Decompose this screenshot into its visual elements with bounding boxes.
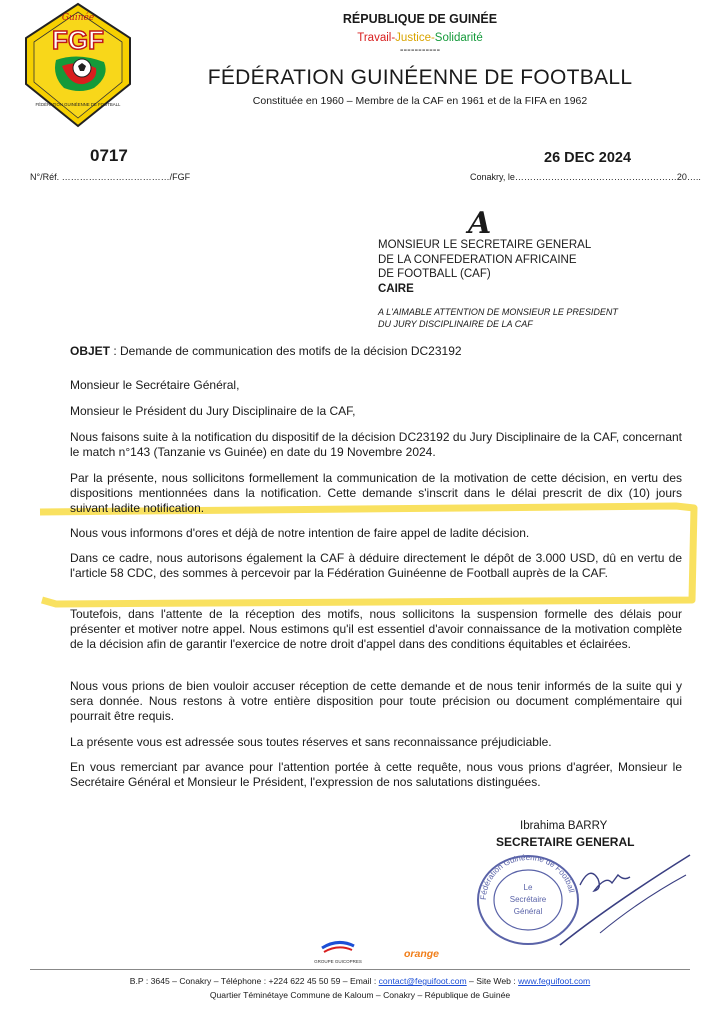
attention-line-1: A L'AIMABLE ATTENTION DE MONSIEUR LE PRESIDENT [378, 307, 618, 317]
federation-subtitle: Constituée en 1960 – Membre de la CAF en 1961 et de la FIFA en 1962 [252, 95, 588, 107]
subject-line [70, 344, 462, 358]
signer-name: Ibrahima BARRY [520, 820, 608, 832]
paragraph-2: Par la présente, nous sollicitons formellement la communication de la motivation de cette décision, en vertu des dispositions mentionnées dans la notification. Cette demande s'inscrit dans le délai prescrit de dix (10) jours suivant ladite notification. [70, 471, 682, 515]
stamp-center-3: Général [513, 907, 543, 916]
recipient-address [378, 238, 591, 296]
motto-part-1: Travail- [357, 32, 396, 44]
federation-name: FÉDÉRATION GUINÉENNE DE FOOTBALL [207, 66, 633, 89]
greeting-1: Monsieur le Secrétaire Général, [70, 378, 240, 392]
paragraph-7: La présente vous est adressée sous toutes réserves et sans reconnaissance préjudiciable. [70, 735, 552, 749]
sponsor-guicopres [312, 938, 364, 964]
guicopres-logo-icon [318, 938, 358, 954]
place-date-line: Conakry, le………………………………………………20….. [470, 172, 701, 182]
footer-divider [30, 969, 690, 970]
footer-line-1a: B.P : 3645 – Conakry – Téléphone : +224 622 45 50 59 – Email : [129, 976, 379, 986]
motto-part-2: Justice- [395, 32, 435, 44]
republic-title: RÉPUBLIQUE DE GUINÉE [342, 12, 498, 26]
recipient-city: CAIRE [378, 282, 414, 295]
subject-label: OBJET [70, 344, 111, 358]
subject-text: : Demande de communication des motifs de la décision DC23192 [110, 344, 462, 358]
stamp-center-2: Secrétaire [509, 895, 547, 904]
recipient-line-3: DE FOOTBALL (CAF) [378, 268, 491, 280]
sponsor-orange: orange [404, 948, 440, 960]
footer-address-line: Quartier Téminétaye Commune de Kaloum – Conakry – République de Guinée [209, 990, 511, 1000]
reference-line: N°/Réf. ………………………………/FGF [30, 172, 191, 182]
footer-website-link[interactable]: www.feguifoot.com [518, 976, 591, 986]
fgf-logo [22, 2, 134, 130]
motto [250, 32, 590, 44]
logo-main-text: FGF [52, 25, 104, 55]
paragraph-6: Nous vous prions de bien vouloir accuser réception de cette demande et de nous tenir informés de la suite qui y sera donnée. Nous restons à votre entière disposition pour toute précision ou document complémentaire qui pourrait être requis. [70, 679, 682, 723]
recipient-a-letter: A [468, 206, 492, 241]
handwritten-signature [540, 845, 700, 955]
attention-line [378, 306, 618, 330]
sponsor-1-text: GROUPE GUICOPRES [314, 959, 362, 964]
motto-part-3: Solidarité [434, 32, 483, 44]
greeting-2: Monsieur le Président du Jury Disciplinaire de la CAF, [70, 404, 356, 418]
paragraph-8: En vous remerciant par avance pour l'attention portée à cette requête, nous vous prions d'agréer, Monsieur le Secrétaire Général et Monsieur le Président, l'expression de nos salutations distinguées. [70, 760, 682, 789]
logo-top-text: Guinée [61, 13, 95, 23]
paragraph-4: Dans ce cadre, nous autorisons également la CAF à déduire directement le dépôt de 3.000 USD, dû en vertu de l'article 58 CDC, des sommes à percevoir par la Fédération Guinéenne de Football auprès de la CAF. [70, 551, 682, 580]
reference-number: 0717 [90, 146, 128, 165]
paragraph-3: Nous vous informons d'ores et déjà de notre intention de faire appel de ladite décision. [70, 526, 530, 540]
stamp-arc-text: Fédération Guinéenne de Football [478, 852, 577, 901]
logo-arc-text: FÉDÉRATION GUINÉENNE DE FOOTBALL [35, 102, 121, 107]
attention-line-2: DU JURY DISCIPLINAIRE DE LA CAF [378, 319, 533, 329]
footer-email-link[interactable]: contact@feguifoot.com [378, 976, 467, 986]
header-dashes: ----------- [399, 44, 441, 56]
recipient-line-1: MONSIEUR LE SECRETAIRE GENERAL [378, 239, 592, 251]
signer-title: SECRETAIRE GENERAL [496, 835, 635, 849]
recipient-line-2: DE LA CONFEDERATION AFRICAINE [378, 253, 577, 266]
letter-date: 26 DEC 2024 [544, 150, 632, 166]
footer-contact-line [0, 976, 720, 986]
paragraph-5: Toutefois, dans l'attente de la réception des motifs, nous sollicitons la suspension formelle des délais pour présenter et motiver notre appel. Nous estimons qu'il est essentiel d'avoir connaissance de la motivation complète de la décision afin de garantir l'exercice de notre droit d'appel dans des conditions équitables et éclairées. [70, 607, 682, 651]
paragraph-1: Nous faisons suite à la notification du dispositif de la décision DC23192 du Jury Disciplinaire de la CAF, concernant le match n°143 (Tanzanie vs Guinée) en date du 19 Novembre 2024. [70, 430, 682, 459]
stamp-center-1: Le [523, 883, 533, 892]
footer-line-1b: – Site Web : [466, 976, 519, 986]
